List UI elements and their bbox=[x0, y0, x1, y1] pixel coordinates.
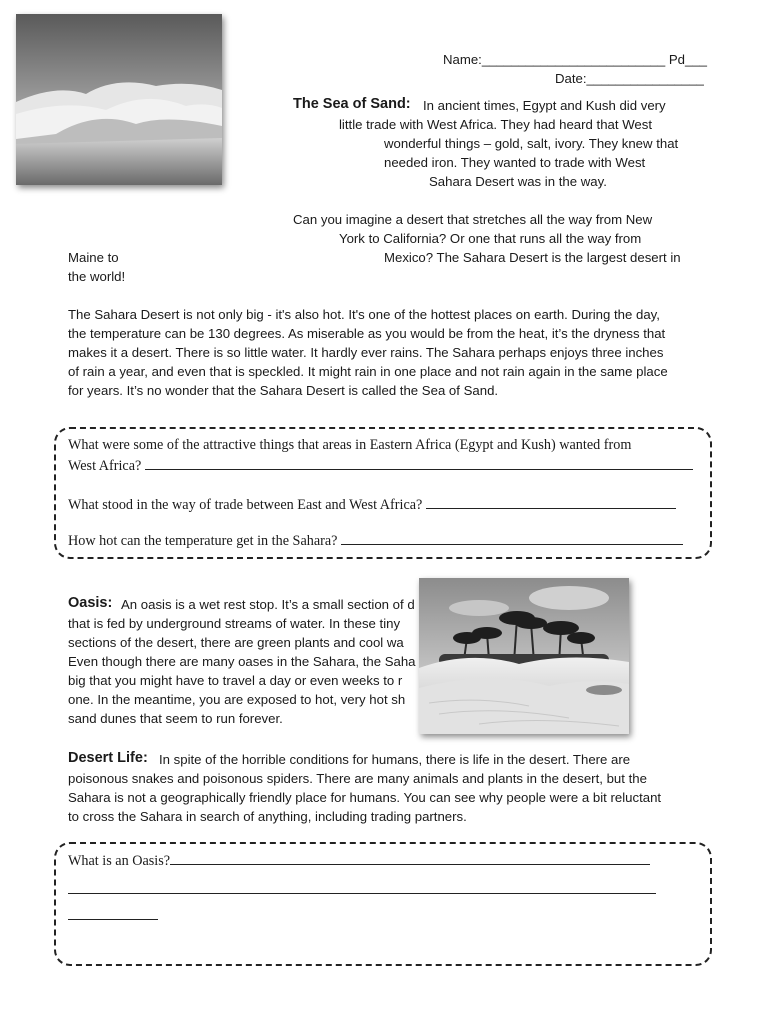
paragraph-line: poisonous snakes and poisonous spiders. There are many animals and plants in the desert, but the bbox=[68, 771, 647, 786]
oasis-photo bbox=[419, 578, 629, 734]
oasis-palm-trees-image bbox=[419, 578, 629, 734]
name-field[interactable]: Name:_________________________ Pd___ bbox=[443, 52, 707, 67]
paragraph-line: that is fed by underground streams of water. In these tiny bbox=[68, 616, 401, 631]
question-1-line-2 bbox=[68, 457, 693, 475]
paragraph-line: little trade with West Africa. They had heard that West bbox=[339, 117, 652, 132]
paragraph-line: Mexico? The Sahara Desert is the largest desert in bbox=[384, 250, 681, 265]
left-fragment: the world! bbox=[68, 269, 126, 284]
desert-life-heading: Desert Life: bbox=[68, 750, 148, 766]
paragraph-line: needed iron. They wanted to trade with West bbox=[384, 155, 646, 170]
paragraph-line: makes it a desert. There is so little water. It hardly ever rains. The Sahara perhaps enjoys three inches bbox=[68, 345, 664, 360]
paragraph-line: to cross the Sahara in search of anything, including trading partners. bbox=[68, 809, 467, 824]
paragraph-line: In spite of the horrible conditions for humans, there is life in the desert. There are bbox=[159, 752, 631, 767]
paragraph-line: for years. It’s no wonder that the Sahara Desert is called the Sea of Sand. bbox=[68, 383, 499, 398]
question-1-label: West Africa? bbox=[68, 458, 142, 474]
question-1-line-1: What were some of the attractive things that areas in Eastern Africa (Egypt and Kush) wanted from bbox=[68, 437, 632, 453]
answer-2-blank[interactable] bbox=[426, 496, 676, 509]
paragraph-line: the temperature can be 130 degrees. As miserable as you would be from the heat, it’s the dryness that bbox=[68, 326, 666, 341]
question-4-label: What is an Oasis? bbox=[68, 853, 171, 869]
paragraph-line: In ancient times, Egypt and Kush did very bbox=[423, 98, 666, 113]
question-3-label: How hot can the temperature get in the Sahara? bbox=[68, 533, 338, 549]
desert-dunes-image bbox=[16, 14, 222, 185]
oasis-heading: Oasis: bbox=[68, 595, 113, 611]
paragraph-line: wonderful things – gold, salt, ivory. They knew that bbox=[384, 136, 679, 151]
paragraph-line: The Sahara Desert is not only big - it's also hot. It's one of the hottest places on earth. During the day, bbox=[68, 307, 660, 322]
desert-dunes-photo bbox=[16, 14, 222, 185]
answer-1-blank[interactable] bbox=[145, 457, 693, 470]
answer-4-line-3[interactable] bbox=[68, 919, 158, 920]
answer-4-line-2[interactable] bbox=[68, 893, 656, 894]
sea-of-sand-heading: The Sea of Sand: bbox=[293, 96, 411, 112]
paragraph-line: Even though there are many oases in the Sahara, the Saha bbox=[68, 654, 416, 669]
answer-3-blank[interactable] bbox=[341, 532, 683, 545]
paragraph-line: sections of the desert, there are green plants and cool wa bbox=[68, 635, 404, 650]
paragraph-line: Sahara is not a geographically friendly place for humans. You can see why people were a bit reluctant bbox=[68, 790, 662, 805]
question-2-label: What stood in the way of trade between East and West Africa? bbox=[68, 497, 423, 513]
paragraph-line: one. In the meantime, you are exposed to hot, very hot sh bbox=[68, 692, 406, 707]
paragraph-line: Sahara Desert was in the way. bbox=[429, 174, 607, 189]
question-2 bbox=[68, 496, 676, 514]
question-4 bbox=[68, 852, 650, 870]
paragraph-line: sand dunes that seem to run forever. bbox=[68, 711, 283, 726]
date-field[interactable]: Date:________________ bbox=[555, 71, 704, 86]
paragraph-line: big that you might have to travel a day or even weeks to r bbox=[68, 673, 403, 688]
paragraph-line: York to California? Or one that runs all the way from bbox=[339, 231, 642, 246]
paragraph-line: Can you imagine a desert that stretches all the way from New bbox=[293, 212, 653, 227]
paragraph-line: of rain a year, and even that is speckled. It might rain in one place and not rain again in the same place bbox=[68, 364, 668, 379]
question-3 bbox=[68, 532, 683, 550]
left-fragment: Maine to bbox=[68, 250, 119, 265]
paragraph-line: An oasis is a wet rest stop. It’s a small section of d bbox=[121, 597, 415, 612]
answer-4-blank[interactable] bbox=[170, 852, 650, 865]
